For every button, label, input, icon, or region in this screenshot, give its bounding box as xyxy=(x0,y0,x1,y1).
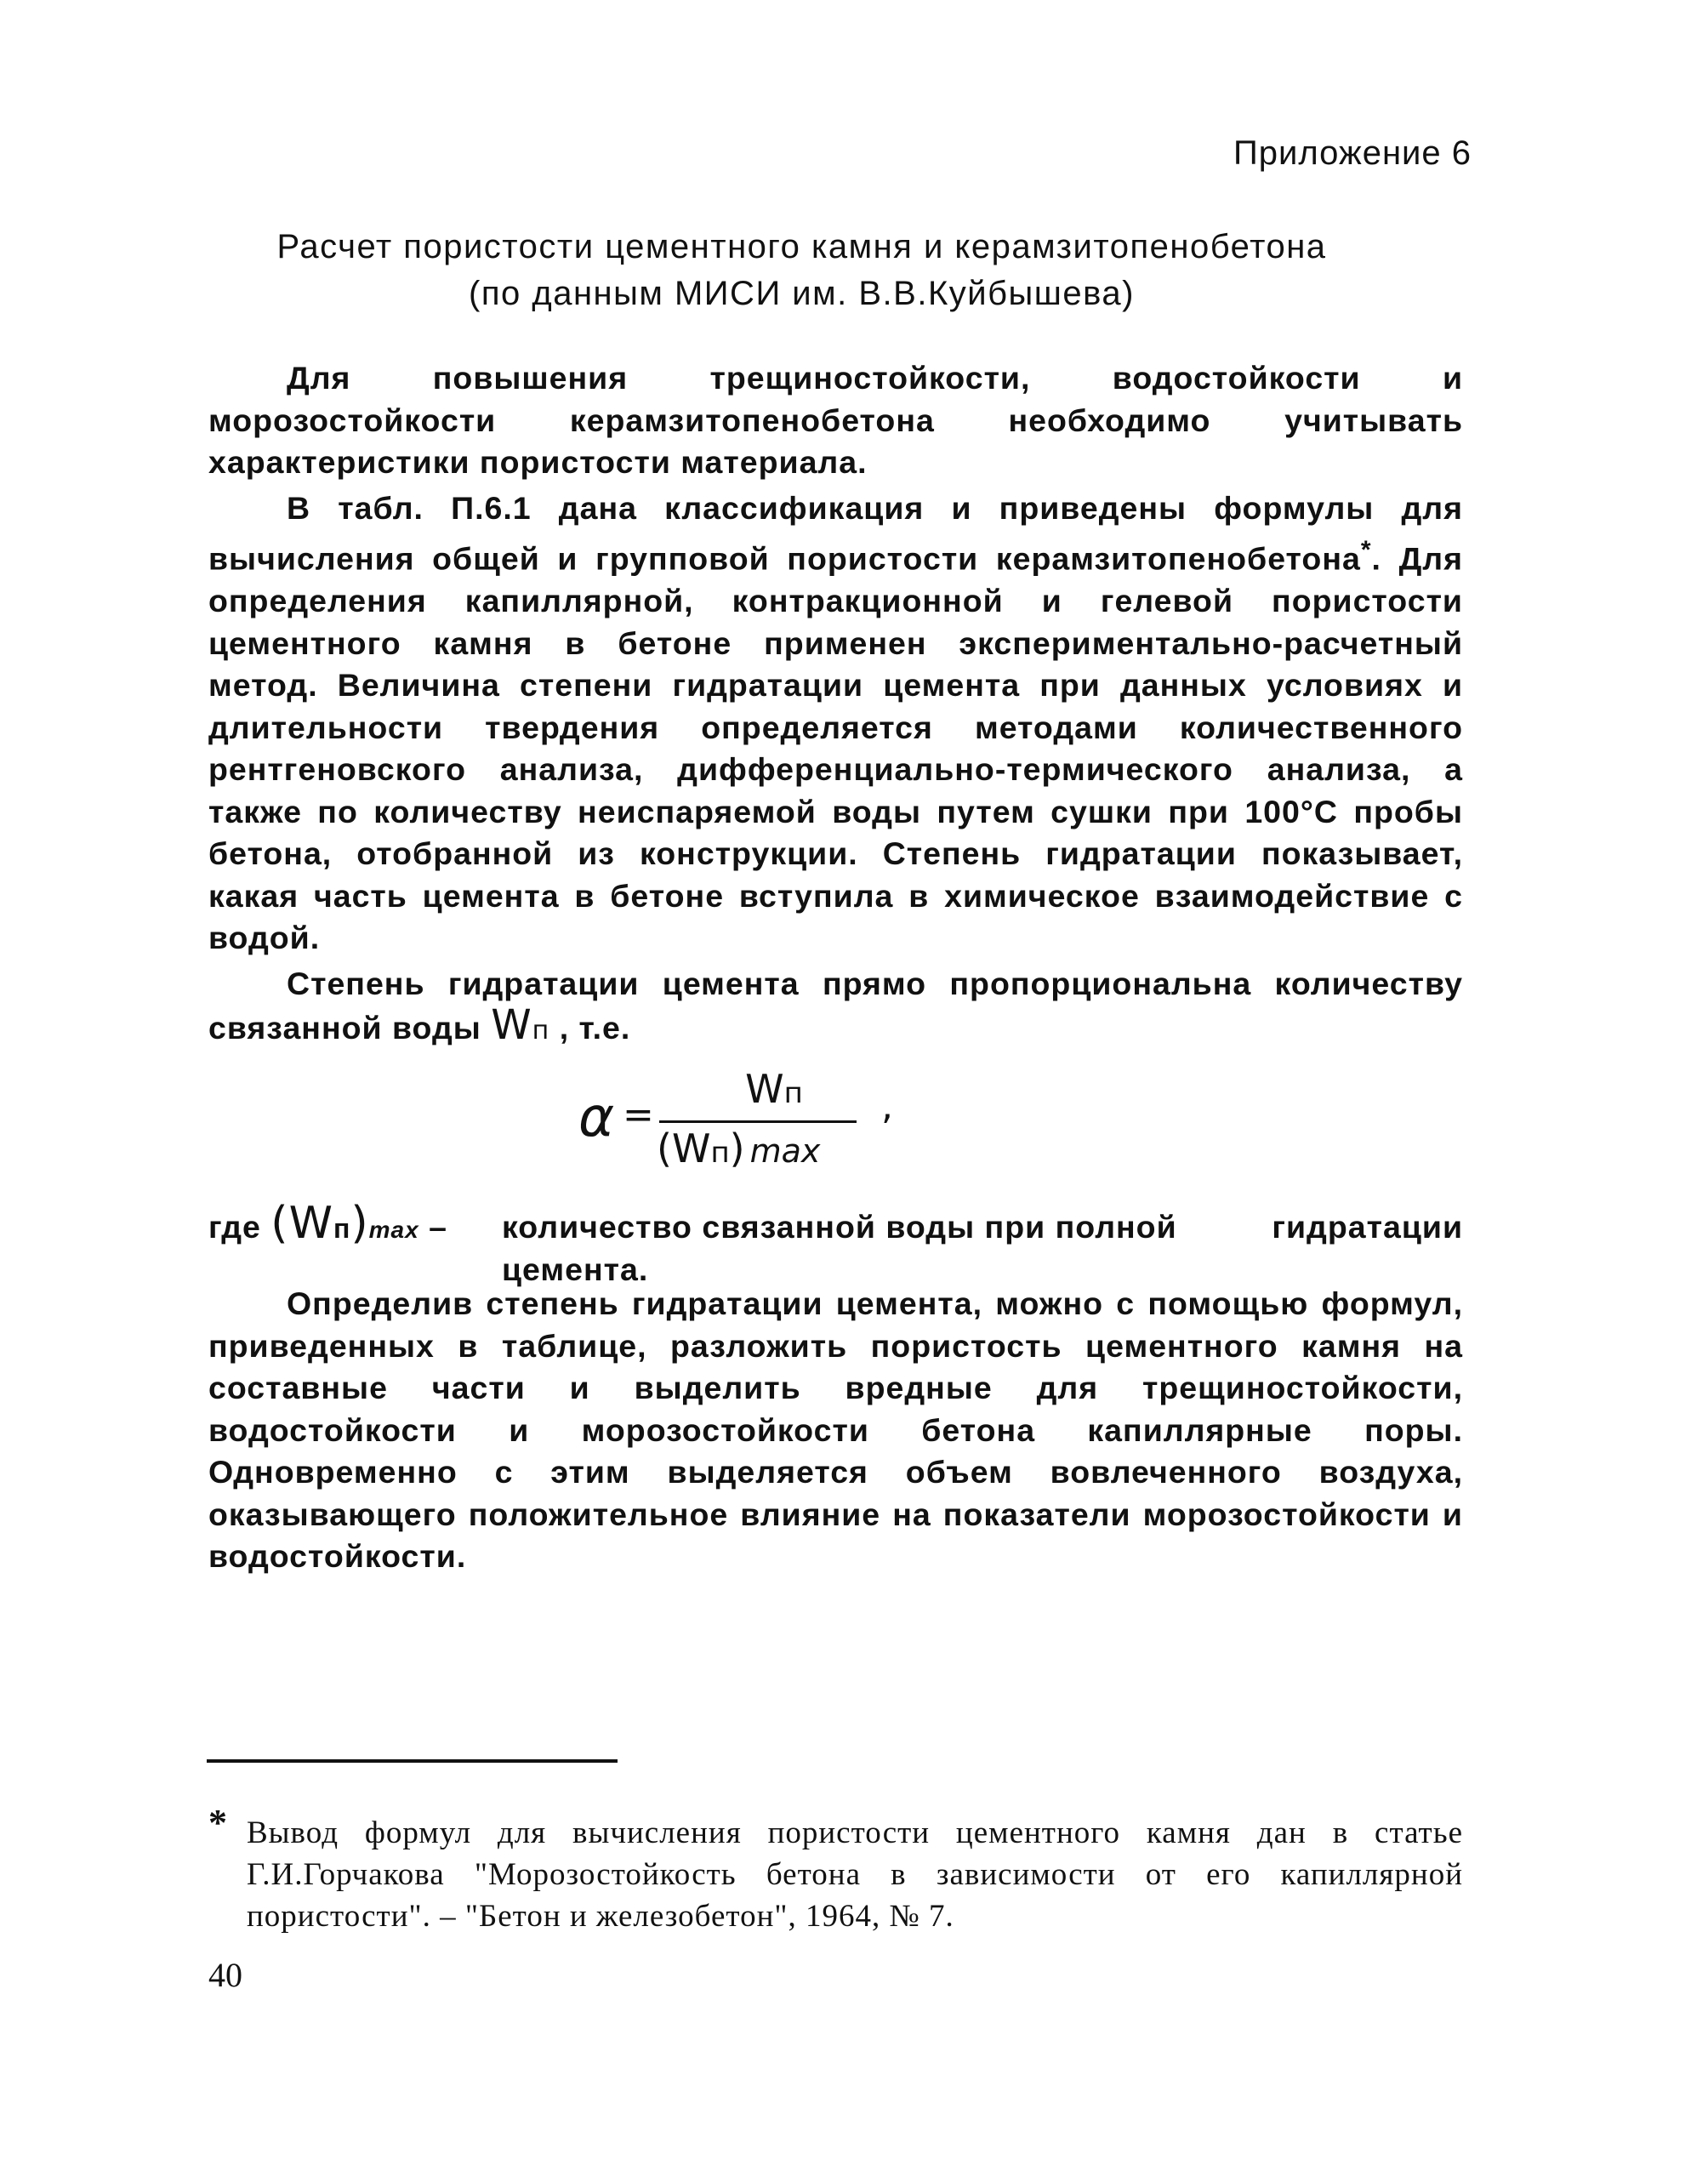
where-sub: п xyxy=(333,1213,351,1244)
paragraph-2-text-b: . Для определения капиллярной, контракционной и гелевой пористости цементного камня в бетоне применен экспериментально-расчетный метод. Величина степени гидратации цемента при данных условиях и длительности твердения определяется методами количественного рентгеновского анализа, дифференциально-термического анализа, а также по количеству неиспаряемой воды путем сушки при 100°С пробы бетона, отобранной из конструкции. Степень гидратации показывает, какая часть цемента в бетоне вступила в химическое взаимодействие с водой. xyxy=(208,540,1463,955)
footnote-reference-mark: * xyxy=(1360,536,1372,564)
footnote-text: Вывод формул для вычисления пористости цементного камня дан в статье Г.И.Горчакова "Морозостойкость бетона в зависимости от его капиллярной пористости". – "Бетон и железобетон", 1964, № 7. xyxy=(247,1815,1463,1934)
body-section-2 xyxy=(208,1283,1463,1578)
formula-numerator xyxy=(680,1066,868,1112)
page-number: 40 xyxy=(208,1956,242,1994)
where-dash: – xyxy=(418,1209,447,1245)
footnote xyxy=(208,1802,1463,1937)
denominator-close: ) xyxy=(729,1126,745,1171)
formula-equals: = xyxy=(623,1093,654,1137)
where-definition xyxy=(502,1206,1463,1291)
paragraph-3-text-a: Степень гидратации цемента прямо пропорциональна количеству связанной воды xyxy=(208,965,1463,1046)
where-close-paren: ) xyxy=(350,1198,369,1249)
body-section-1 xyxy=(208,357,1463,1052)
footnote-separator xyxy=(207,1759,618,1763)
hydration-formula xyxy=(578,1068,936,1178)
paragraph-3 xyxy=(208,963,1463,1052)
formula-denominator xyxy=(657,1126,820,1171)
page-title xyxy=(221,224,1382,317)
denominator-open: (W xyxy=(657,1126,711,1171)
denominator-max: max xyxy=(749,1132,821,1170)
where-definition-text-a: количество связанной воды при полной xyxy=(502,1209,1177,1245)
paragraph-4: Определив степень гидратации цемента, можно с помощью формул, приведенных в таблице, разложить пористость цементного камня на составные части и выделить вредные для трещиностойкости, водостойкости и морозостойкости бетона капиллярные поры. Одновременно с этим выделяется объем вовлеченного воздуха, оказывающего положительное влияние на показатели морозостойкости и водостойкости. xyxy=(208,1285,1463,1574)
paragraph-2 xyxy=(208,487,1463,960)
where-open-paren: ( xyxy=(270,1198,289,1249)
formula-comma: , xyxy=(881,1085,893,1128)
where-definition-line-2: цемента. xyxy=(502,1251,649,1287)
title-line-2: (по данным МИСИ им. В.В.Куйбышева) xyxy=(469,275,1135,312)
numerator-sub: п xyxy=(783,1076,803,1110)
formula-alpha: α xyxy=(578,1086,615,1149)
water-symbol-sub: п xyxy=(532,1016,550,1046)
paragraph-2-text-a: В табл. П.6.1 дана классификация и приведены формулы для вычисления общей и групповой пористости керамзитопенобетона xyxy=(208,489,1463,577)
paragraph-1: Для повышения трещиностойкости, водостойкости и морозостойкости керамзитопенобетона необходимо учитывать характеристики пористости материала. xyxy=(208,360,1463,480)
numerator-w: W xyxy=(745,1066,784,1112)
paragraph-3-text-b: , т.е. xyxy=(559,1010,631,1046)
where-definition-text-b: гидратации xyxy=(1272,1209,1463,1245)
where-w: W xyxy=(288,1198,333,1249)
where-max: max xyxy=(368,1217,419,1243)
appendix-label: Приложение 6 xyxy=(1233,134,1472,172)
footnote-mark: * xyxy=(208,1802,228,1844)
title-line-1: Расчет пористости цементного камня и керамзитопенобетона xyxy=(276,228,1327,265)
fraction-bar xyxy=(659,1120,857,1123)
where-prefix: где xyxy=(208,1209,261,1245)
water-symbol-w: W xyxy=(491,1001,532,1049)
denominator-sub: п xyxy=(710,1136,730,1170)
where-definition-line-1 xyxy=(502,1206,1463,1249)
water-symbol xyxy=(491,1001,549,1049)
